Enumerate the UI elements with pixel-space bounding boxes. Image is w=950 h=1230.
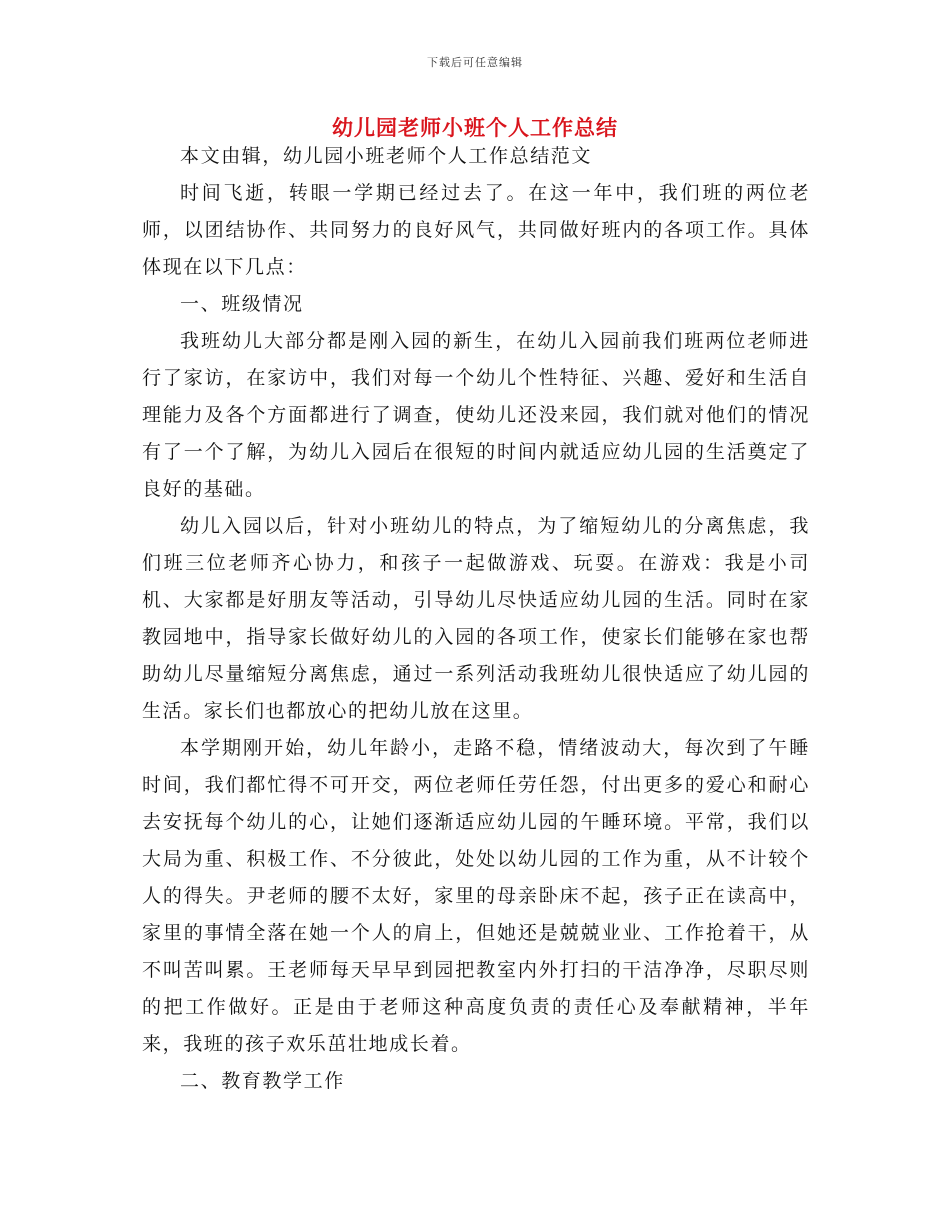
header-note: 下载后可任意编辑 xyxy=(427,56,523,69)
document-body xyxy=(142,138,810,1100)
section-heading-teaching-work: 二、教育教学工作 xyxy=(180,1070,345,1092)
paragraph-home-visits: 我班幼儿大部分都是刚入园的新生，在幼儿入园前我们班两位老师进行了家访，在家访中，我们对每一个幼儿个性特征、兴趣、爱好和生活自理能力及各个方面都进行了调查，使幼儿还没来园，我们就对他们的情况有了一个了解，为幼儿入园后在很短的时间内就适应幼儿园的生活奠定了良好的基础。 xyxy=(142,330,810,500)
document-title: 幼儿园老师小班个人工作总结 xyxy=(332,115,618,140)
paragraph-opening: 时间飞逝，转眼一学期已经过去了。在这一年中，我们班的两位老师，以团结协作、共同努力的良好风气，共同做好班内的各项工作。具体体现在以下几点： xyxy=(142,182,810,278)
paragraph-teacher-dedication: 本学期刚开始，幼儿年龄小，走路不稳，情绪波动大，每次到了午睡时间，我们都忙得不可开交，两位老师任劳任怨，付出更多的爱心和耐心去安抚每个幼儿的心，让她们逐渐适应幼儿园的午睡环境。平常，我们以大局为重、积极工作、不分彼此，处处以幼儿园的工作为重，从不计较个人的得失。尹老师的腰不太好，家里的母亲卧床不起，孩子正在读高中，家里的事情全落在她一个人的肩上，但她还是兢兢业业、工作抢着干，从不叫苦叫累。王老师每天早早到园把教室内外打扫的干洁净净，尽职尽则的把工作做好。正是由于老师这种高度负责的责任心及奉献精神，半年来，我班的孩子欢乐茁壮地成长着。 xyxy=(142,737,810,1055)
paragraph-intro: 本文由辑，幼儿园小班老师个人工作总结范文 xyxy=(180,145,593,167)
section-heading-class-situation: 一、班级情况 xyxy=(180,293,304,315)
paragraph-adaptation: 幼儿入园以后，针对小班幼儿的特点，为了缩短幼儿的分离焦虑，我们班三位老师齐心协力，和孩子一起做游戏、玩耍。在游戏：我是小司机、大家都是好朋友等活动，引导幼儿尽快适应幼儿园的生活。同时在家教园地中，指导家长做好幼儿的入园的各项工作，使家长们能够在家也帮助幼儿尽量缩短分离焦虑，通过一系列活动我班幼儿很快适应了幼儿园的生活。家长们也都放心的把幼儿放在这里。 xyxy=(142,515,810,722)
